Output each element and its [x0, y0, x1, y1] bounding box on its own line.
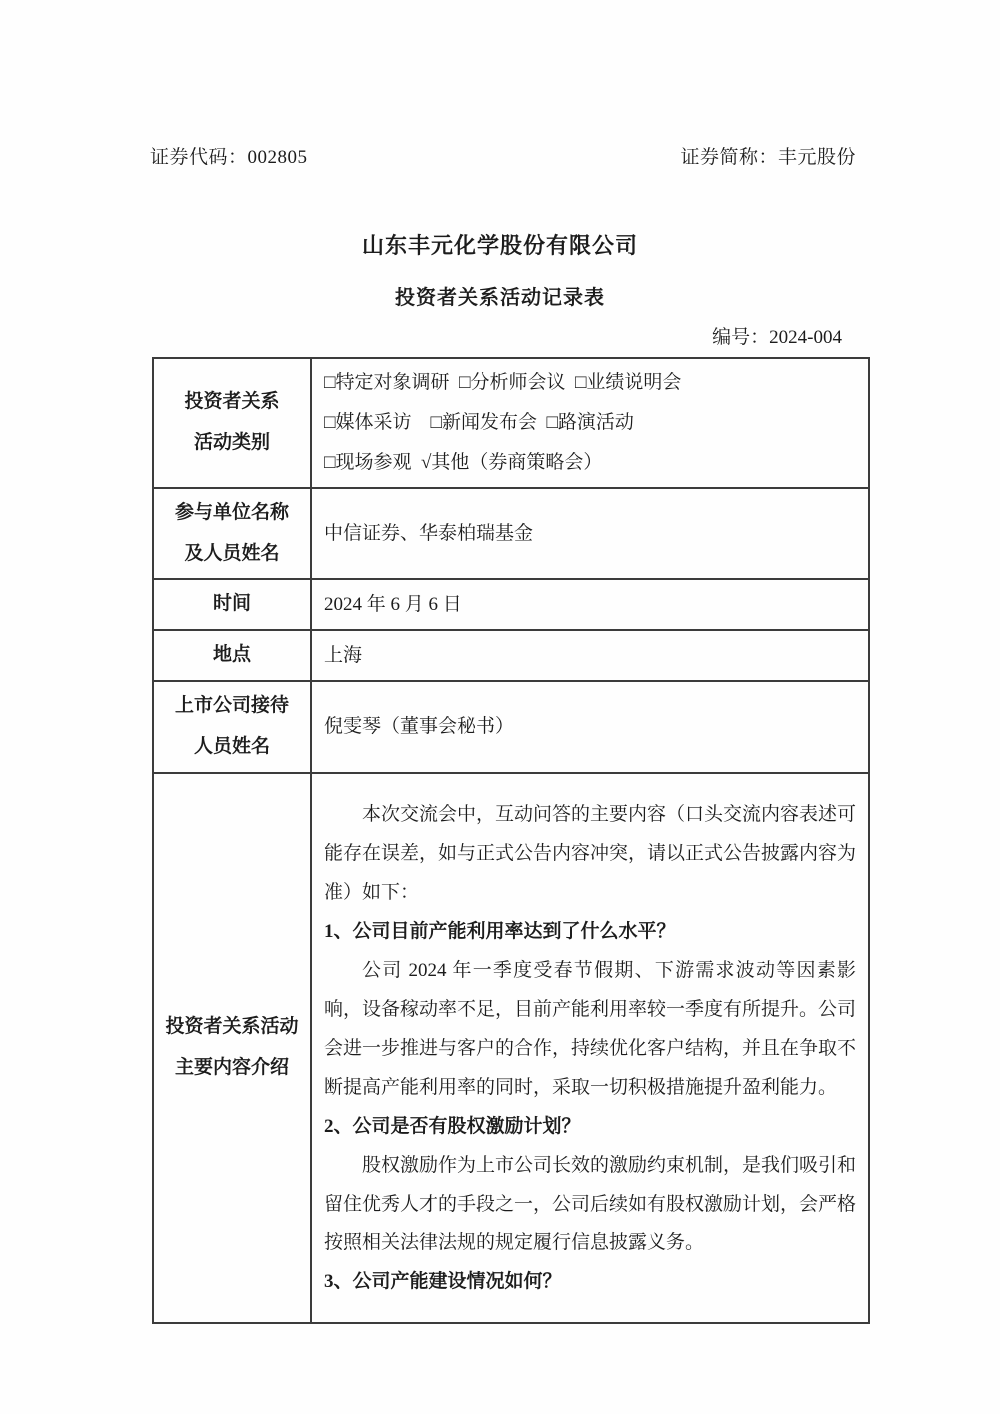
activity-options-line-2: □媒体采访 □新闻发布会 □路演活动 — [324, 411, 634, 433]
time-label — [153, 579, 311, 630]
main-content-body — [311, 773, 869, 1323]
question-1: 1、公司目前产能利用率达到了什么水平？ — [324, 920, 676, 942]
label-line: 地点 — [212, 644, 251, 666]
answer-1: 公司 2024 年一季度受春节假期、下游需求波动等因素影响，设备稼动率不足，目前产能利用率较一季度有所提升。公司会进一步推进与客户的合作，持续优化客户结构，并且在争取不断提高产能利用率的同时，采取一切积极措施提升盈利能力。 — [324, 959, 857, 1098]
label-line: 投资者关系活动 — [165, 1015, 299, 1037]
question-3: 3、公司产能建设情况如何？ — [324, 1271, 562, 1293]
time-value: 2024 年 6 月 6 日 — [311, 579, 869, 630]
activity-options-line-3: □现场参观 √其他（券商策略会） — [324, 451, 603, 473]
table-row-participants — [153, 488, 869, 580]
intro-paragraph: 本次交流会中，互动问答的主要内容（口头交流内容表述可能存在误差，如与正式公告内容冲突，请以正式公告披露内容为准）如下： — [324, 804, 857, 904]
activity-type-options — [311, 358, 869, 488]
table-row-activity-type — [153, 358, 869, 488]
label-line: 主要内容介绍 — [174, 1056, 289, 1078]
label-line: 活动类别 — [193, 431, 270, 453]
document-header — [150, 142, 856, 169]
document-number: 编号：2024-004 — [712, 327, 842, 348]
table-row-reception — [153, 681, 869, 773]
answer-2: 股权激励作为上市公司长效的激励约束机制，是我们吸引和留住优秀人才的手段之一，公司后续如有股权激励计划，会严格按照相关法律法规的规定履行信息披露义务。 — [324, 1154, 857, 1254]
reception-value: 倪雯琴（董事会秘书） — [311, 681, 869, 773]
table-row-location — [153, 630, 869, 681]
table-row-main-content — [153, 773, 869, 1323]
participants-value: 中信证券、华泰柏瑞基金 — [311, 488, 869, 580]
label-line: 投资者关系 — [184, 390, 280, 412]
participants-label — [153, 488, 311, 580]
main-content-label — [153, 773, 311, 1323]
form-title: 投资者关系活动记录表 — [395, 287, 605, 309]
reception-label — [153, 681, 311, 773]
record-table — [152, 357, 870, 1324]
label-line: 人员姓名 — [193, 735, 270, 757]
question-2: 2、公司是否有股权激励计划？ — [324, 1115, 581, 1137]
stock-code: 证券代码：002805 — [150, 147, 308, 168]
label-line: 时间 — [212, 593, 251, 615]
company-title: 山东丰元化学股份有限公司 — [361, 233, 638, 258]
activity-type-label — [153, 358, 311, 488]
activity-options-line-1: □特定对象调研 □分析师会议 □业绩说明会 — [324, 372, 682, 393]
table-row-time — [153, 579, 869, 630]
label-line: 及人员姓名 — [184, 542, 280, 564]
label-line: 参与单位名称 — [174, 501, 289, 523]
location-value: 上海 — [311, 630, 869, 681]
label-line: 上市公司接待 — [174, 695, 289, 717]
stock-short-name: 证券简称：丰元股份 — [680, 147, 856, 168]
location-label — [153, 630, 311, 681]
